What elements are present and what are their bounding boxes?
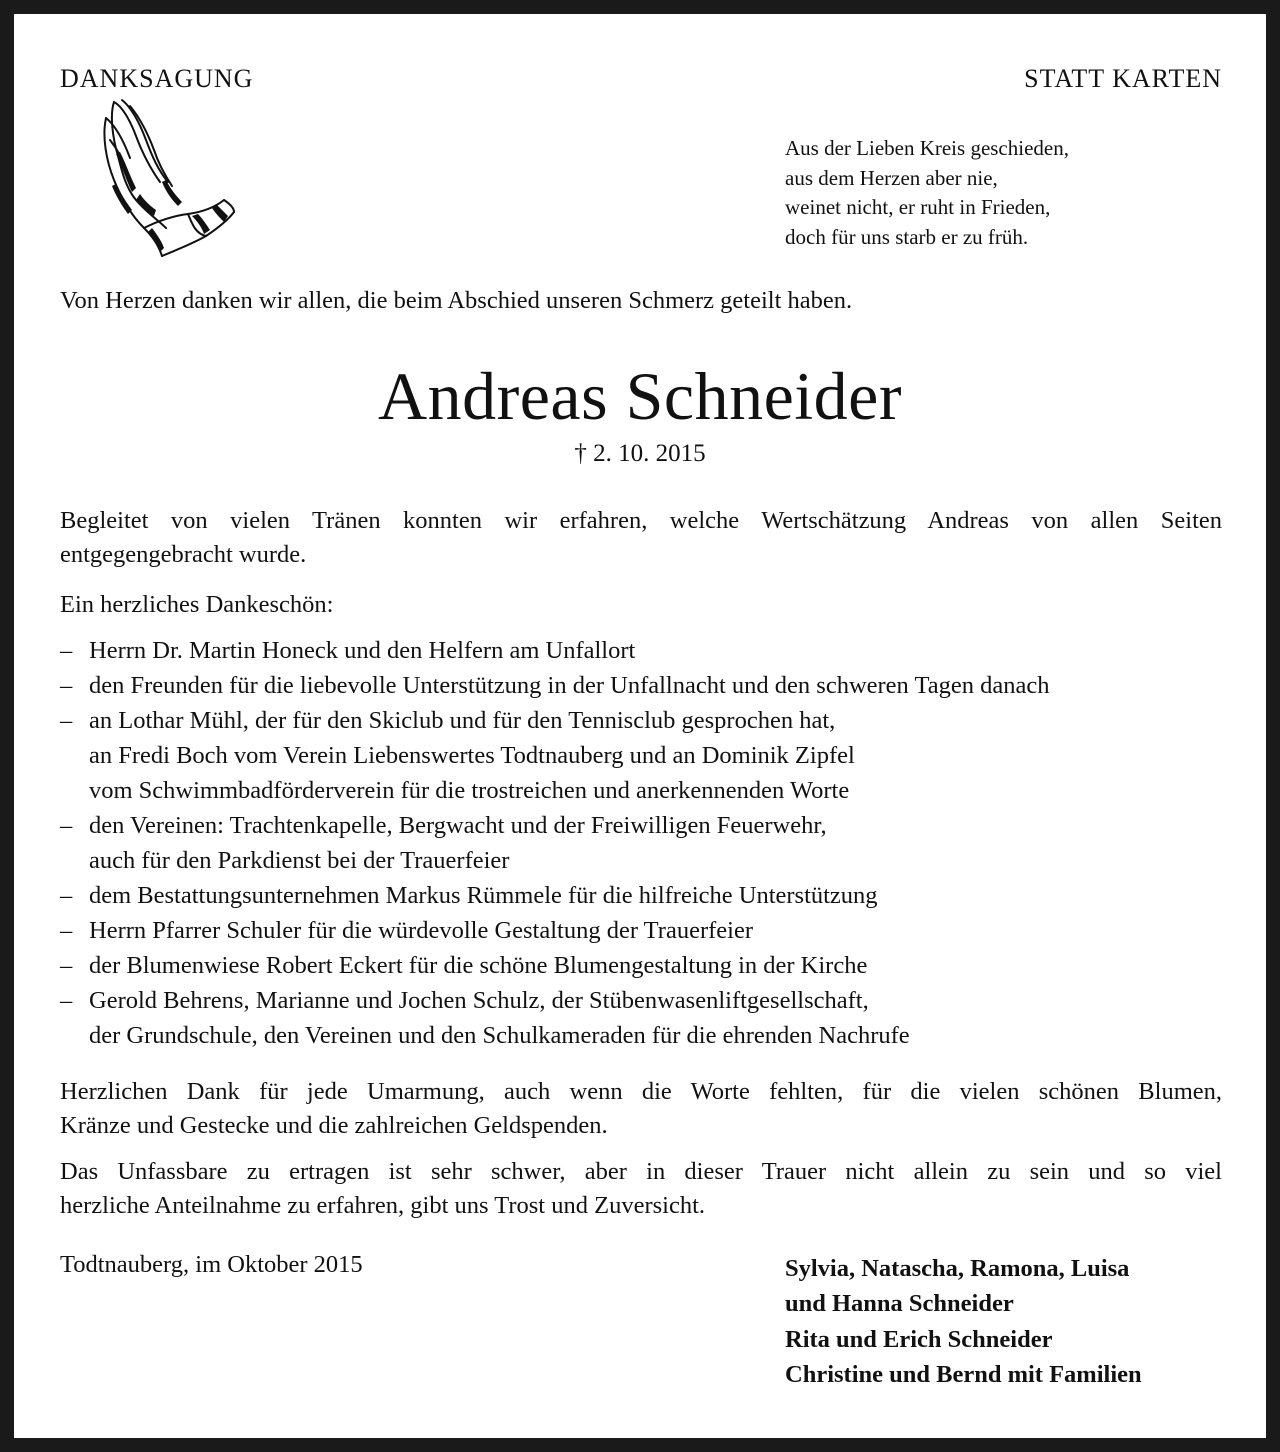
paragraph-line: herzliche Anteilnahme zu erfahren, gibt uns Trost und Zuversicht.	[60, 1192, 706, 1219]
thanks-heading: Ein herzliches Dankeschön:	[60, 591, 334, 618]
list-item-line: an Fredi Boch vom Verein Liebenswertes Todtnauberg und an Dominik Zipfel	[89, 742, 855, 769]
list-item-line: auch für den Parkdienst bei der Trauerfeier	[89, 847, 510, 874]
paragraph-line: Begleitet von vielen Tränen konnten wir erfahren, welche Wertschätzung Andreas von allen Seiten	[60, 507, 1222, 534]
poem-line: weinet nicht, er ruht in Frieden,	[785, 195, 1051, 219]
signatory-line: Rita und Erich Schneider	[785, 1325, 1053, 1353]
list-item	[60, 913, 1230, 948]
memorial-poem	[785, 134, 1069, 252]
list-item-line: Herrn Dr. Martin Honeck und den Helfern am Unfallort	[89, 637, 636, 664]
list-item-line: den Vereinen: Trachtenkapelle, Bergwacht und der Freiwilligen Feuerwehr,	[89, 812, 827, 839]
signatory-line: Christine und Bernd mit Familien	[785, 1360, 1142, 1388]
list-item-line: Gerold Behrens, Marianne und Jochen Schulz, der Stübenwasenliftgesellschaft,	[89, 987, 869, 1014]
poem-line: aus dem Herzen aber nie,	[785, 165, 998, 190]
signatories	[785, 1251, 1142, 1392]
list-item	[60, 983, 1230, 1053]
praying-hands-icon	[92, 96, 237, 264]
signatory-line: und Hanna Schneider	[785, 1290, 1014, 1318]
list-dash: –	[60, 637, 73, 664]
paragraph-line: Herzlichen Dank für jede Umarmung, auch wenn die Worte fehlten, für die vielen schönen Blumen,	[60, 1078, 1222, 1105]
list-dash: –	[60, 917, 73, 944]
intro-text: Von Herzen danken wir allen, die beim Abschied unseren Schmerz geteilt haben.	[60, 287, 853, 314]
thanks-list	[60, 633, 1230, 1053]
list-item	[60, 703, 1230, 808]
list-item	[60, 668, 1230, 703]
poem-line: doch für uns starb er zu früh.	[785, 224, 1029, 249]
list-item	[60, 878, 1230, 913]
paragraph-comfort	[60, 1155, 1222, 1223]
paragraph-line: entgegengebracht wurde.	[60, 541, 307, 568]
list-dash: –	[60, 952, 73, 979]
list-item	[60, 633, 1230, 668]
paragraph-line: Kränze und Gestecke und die zahlreichen Geldspenden.	[60, 1112, 608, 1139]
list-dash: –	[60, 987, 73, 1014]
paragraph-line: Das Unfassbare zu ertragen ist sehr schwer, aber in dieser Trauer nicht allein zu sein und so viel	[60, 1158, 1222, 1185]
list-item	[60, 948, 1230, 983]
paragraph-gratitude	[60, 504, 1222, 572]
paragraph-hugs	[60, 1075, 1222, 1143]
list-dash: –	[60, 812, 73, 839]
obituary-notice	[14, 14, 1266, 1438]
header-title: DANKSAGUNG	[60, 64, 254, 93]
signatory-line: Sylvia, Natascha, Ramona, Luisa	[785, 1255, 1130, 1282]
place-date: Todtnauberg, im Oktober 2015	[60, 1251, 363, 1278]
list-dash: –	[60, 672, 73, 699]
header-note: STATT KARTEN	[1024, 64, 1222, 93]
list-item-line: vom Schwimmbadförderverein für die trostreichen und anerkennenden Worte	[89, 777, 850, 804]
poem-line: Aus der Lieben Kreis geschieden,	[785, 136, 1069, 160]
list-dash: –	[60, 707, 73, 734]
death-date: † 2. 10. 2015	[574, 440, 706, 467]
list-dash: –	[60, 882, 73, 909]
list-item-line: der Grundschule, den Vereinen und den Schulkameraden für die ehrenden Nachrufe	[89, 1022, 910, 1049]
list-item-line: Herrn Pfarrer Schuler für die würdevolle Gestaltung der Trauerfeier	[89, 917, 753, 944]
deceased-name: Andreas Schneider	[378, 358, 902, 434]
list-item-line: den Freunden für die liebevolle Unterstützung in der Unfallnacht und den schweren Tagen danach	[89, 672, 1050, 699]
list-item-line: an Lothar Mühl, der für den Skiclub und für den Tennisclub gesprochen hat,	[89, 707, 836, 734]
list-item	[60, 808, 1230, 878]
list-item-line: der Blumenwiese Robert Eckert für die schöne Blumengestaltung in der Kirche	[89, 952, 868, 979]
list-item-line: dem Bestattungsunternehmen Markus Rümmele für die hilfreiche Unterstützung	[89, 882, 878, 909]
